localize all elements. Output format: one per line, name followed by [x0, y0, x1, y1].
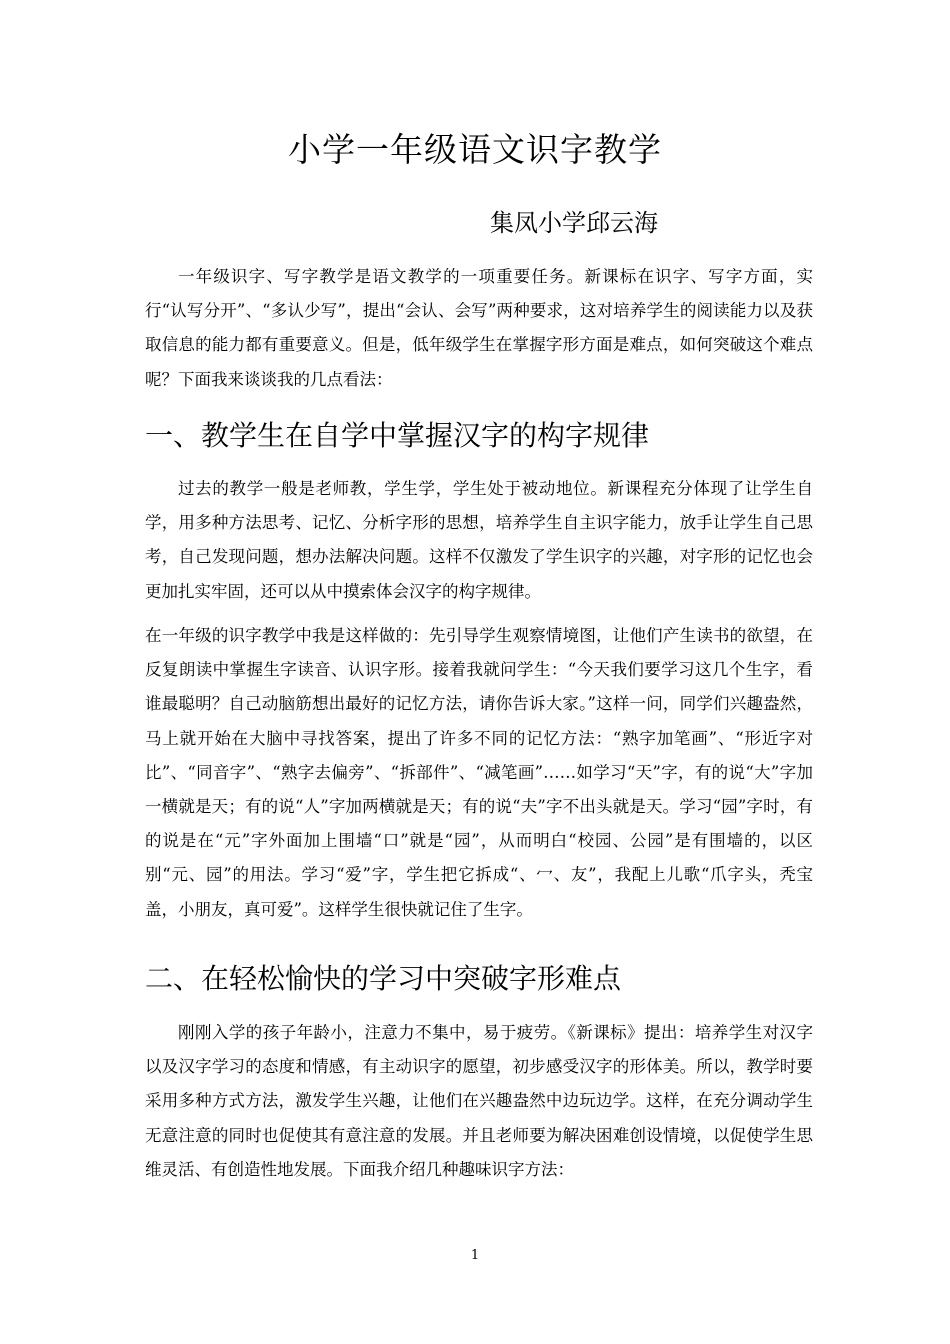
- document-title: 小学一年级语文识字教学: [288, 130, 662, 169]
- section-1-heading: 一、教学生在自学中掌握汉字的构字规律: [145, 419, 650, 452]
- section-2-heading: 二、在轻松愉快的学习中突破字形难点: [145, 962, 622, 995]
- page-number: 1: [470, 1248, 480, 1263]
- section-1-paragraph-2: 在一年级的识字教学中我是这样做的：先引导学生观察情境图，让他们产生读书的欲望，在反复朗读中掌握生字读音、认识字形。接着我就问学生：“今天我们要学习这几个生字，看谁最聪明？自己动脑筋想出最好的记忆方法，请你告诉大家。”这样一问，同学们兴趣盎然，马上就开始在大脑中寻找答案，提出了许多不同的记忆方法：“熟字加笔画”、“形近字对比”、“同音字”、“熟字去偏旁”、“拆部件”、“减笔画”……如学习“天”字，有的说“大”字加一横就是天；有的说“人”字加两横就是天；有的说“夫”字不出头就是天。学习“园”字时，有的说是在“元”字外面加上围墙“口”就是“园”，从而明白“校园、公园”是有围墙的，以区别“元、园”的用法。学习“爱”字，学生把它拆成“、冖、友”，我配上儿歌“爪字头，秃宝盖，小朋友，真可爱”。这样学生很快就记住了生字。: [145, 626, 813, 919]
- section-1-paragraph-1: 过去的教学一般是老师教，学生学，学生处于被动地位。新课程充分体现了让学生自学，用多种方法思考、记忆、分析字形的思想，培养学生自主识字能力，放手让学生自己思考，自己发现问题，想办法解决问题。这样不仅激发了学生识字的兴趣，对字形的记忆也会更加扎实牢固，还可以从中摸索体会汉字的构字规律。: [145, 479, 813, 601]
- author-line: 集凤小学邱云海: [490, 209, 658, 237]
- section-2-paragraph-1: 刚刚入学的孩子年龄小，注意力不集中，易于疲劳。《新课标》提出：培养学生对汉字以及汉字学习的态度和情感，有主动识字的愿望，初步感受汉字的形体美。所以，教学时要采用多种方式方法，激发学生兴趣，让他们在兴趣盎然中边玩边学。这样，在充分调动学生无意注意的同时也促使其有意注意的发展。并且老师要为解决困难创设情境，以促使学生思维灵活、有创造性地发展。下面我介绍几种趣味识字方法：: [145, 1023, 813, 1179]
- intro-paragraph: 一年级识字、写字教学是语文教学的一项重要任务。新课标在识字、写字方面，实行“认写分开”、“多认少写”，提出“会认、会写”两种要求，这对培养学生的阅读能力以及获取信息的能力都有重要意义。但是，低年级学生在掌握字形方面是难点，如何突破这个难点呢？下面我来谈谈我的几点看法：: [145, 267, 813, 389]
